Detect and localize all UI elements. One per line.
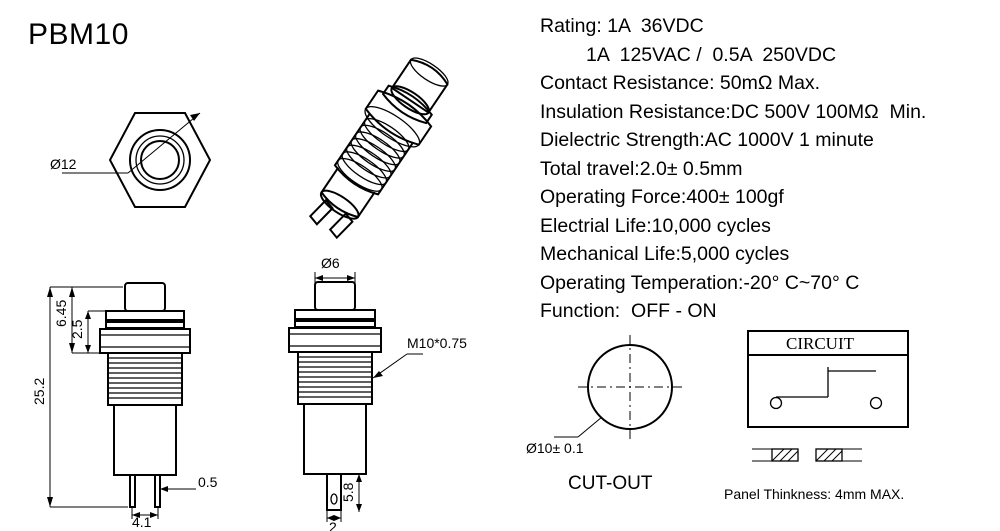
specifications-list [540, 12, 1000, 326]
circuit-title: CIRCUIT [786, 334, 854, 353]
spec-line: Mechanical Life:5,000 cycles [540, 243, 790, 265]
dim-label-25-2: 25.2 [31, 377, 47, 405]
dim-label-4-1: 4.1 [132, 514, 152, 530]
dim-label-6-45: 6.45 [53, 299, 69, 327]
dim-label-0-5: 0.5 [198, 474, 218, 490]
isometric-view-drawing [250, 45, 510, 245]
spec-line: Operating Temperation:-20° C~70° C [540, 271, 860, 294]
spec-line: Contact Resistance: 50mΩ Max. [540, 72, 821, 94]
spec-line: Operating Force:400± 100gf [540, 186, 784, 208]
thread-spec-label: M10*0.75 [407, 335, 467, 351]
front-view-drawing [20, 265, 260, 530]
page-title: PBM10 [28, 18, 129, 51]
spec-line: 1A 125VAC / 0.5A 250VDC [586, 43, 837, 66]
circuit-drawing [724, 325, 980, 525]
spec-line: Function: OFF - ON [540, 300, 717, 322]
cutout-diameter-label: Ø10± 0.1 [526, 440, 584, 456]
dim-label-2-5: 2.5 [69, 319, 85, 339]
cutout-title: CUT-OUT [568, 473, 653, 494]
side-view-drawing [255, 250, 515, 531]
top-view-diameter-label: Ø12 [50, 156, 77, 172]
spec-line: Insulation Resistance:DC 500V 100MΩ Min. [540, 100, 927, 123]
spec-line: Dielectric Strength:AC 1000V 1 minute [540, 129, 874, 151]
top-view-drawing [40, 55, 270, 215]
dim-label-5-8: 5.8 [340, 482, 356, 502]
spec-line: Electrial Life:10,000 cycles [540, 214, 771, 237]
spec-line: Rating: 1A 36VDC [540, 15, 704, 37]
cutout-drawing [520, 325, 740, 500]
dim-label-d6: Ø6 [321, 255, 340, 271]
spec-line: Total travel:2.0± 0.5mm [540, 157, 743, 180]
panel-thickness-note: Panel Thinkness: 4mm MAX. [724, 486, 905, 502]
dim-label-2: 2 [329, 519, 337, 531]
